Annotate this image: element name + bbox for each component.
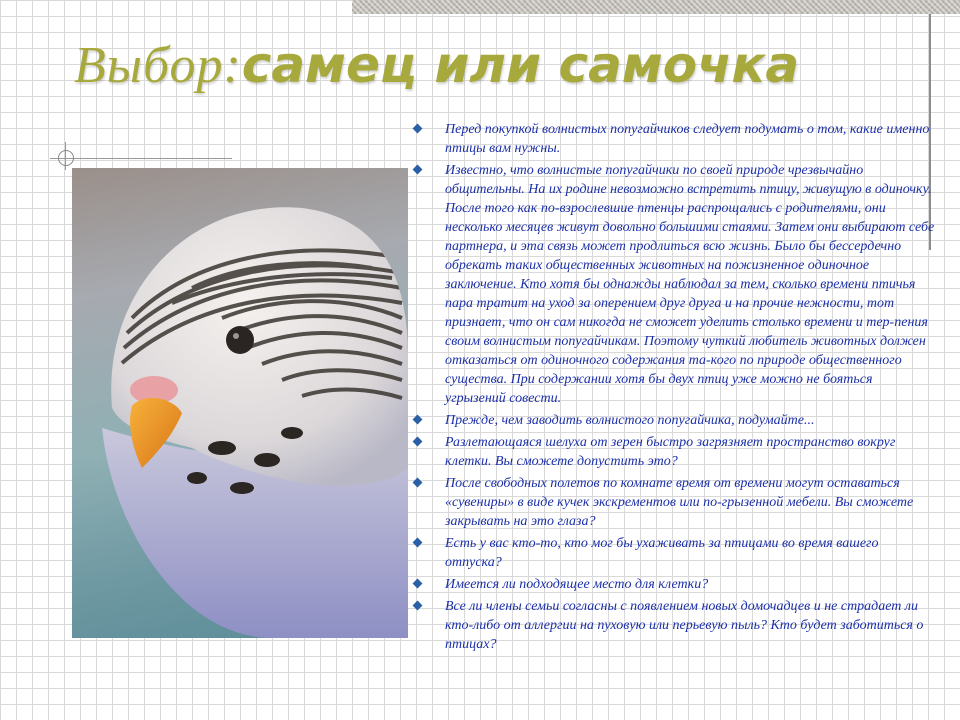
title-part2: самец или самочка	[241, 36, 800, 94]
bullet-text: Перед покупкой волнистых попугайчиков следует подумать о том, какие именно птицы вам нужны.	[445, 122, 930, 156]
slide-title	[74, 36, 934, 106]
diamond-bullet-icon	[413, 437, 423, 447]
diamond-bullet-icon	[413, 579, 423, 589]
diamond-bullet-icon	[413, 478, 423, 488]
diamond-bullet-icon	[413, 415, 423, 425]
bullet-text: Прежде, чем заводить волнистого попугайчика, подумайте...	[445, 413, 815, 428]
bullet-text: Есть у вас кто-то, кто мог бы ухаживать за птицами во время вашего отпуска?	[445, 536, 879, 570]
diamond-bullet-icon	[413, 165, 423, 175]
list-item	[410, 534, 935, 572]
diamond-bullet-icon	[413, 124, 423, 134]
bullet-text: После свободных полетов по комнате время от времени могут оставаться «сувениры» в виде кучек экскрементов или по-грызенной мебели. Вы сможете закрывать на это глаза?	[445, 476, 914, 529]
ornament-line	[50, 158, 232, 159]
bullet-text: Все ли члены семьи согласны с появлением новых домочадцев и не страдает ли кто-либо от аллергии на пуховую или перьевую пыль? Кто будет заботиться о птицах?	[445, 599, 924, 652]
list-item	[410, 120, 935, 158]
list-item	[410, 161, 935, 408]
decorative-texture-strip	[352, 0, 960, 14]
list-item	[410, 411, 935, 430]
list-item	[410, 575, 935, 594]
ornament-circle-icon	[58, 150, 74, 166]
list-item	[410, 474, 935, 531]
bullet-text: Известно, что волнистые попугайчики по своей природе чрезвычайно общительны. На их родине невозможно встретить птицу, живущую в одиночку. После того как по-взрослевшие птенцы распрощались с родителями, они несколько месяцев живут довольно большими стаями. Затем они выбирают себе партнера, и эта связь может продлиться всю жизнь. Было бы бессердечно обрекать таких общественных животных на пожизненное одиночное заключение. Кто хотя бы однажды наблюдал за тем, сколько времени птичья пара тратит на уход за оперением друг друга и на прочие нежности, тот признает, что он сам никогда не сможет уделить столько времени и тер-пения своим волнистым попугайчикам. Поэтому чуткий любитель животных должен отказаться от одиночного содержания та-кого по природе общественного существа. При содержании хотя бы двух птиц уже можно не бояться угрызений совести.	[445, 163, 935, 406]
diamond-bullet-icon	[413, 601, 423, 611]
bullet-text: Имеется ли подходящее место для клетки?	[445, 577, 709, 592]
budgerigar-photo	[72, 168, 408, 638]
list-item	[410, 597, 935, 654]
budgerigar-illustration	[72, 168, 408, 638]
bullet-text: Разлетающаяся шелуха от зерен быстро загрязняет пространство вокруг клетки. Вы сможете допустить это?	[445, 435, 896, 469]
title-part1: Выбор:	[74, 37, 242, 94]
diamond-bullet-icon	[413, 538, 423, 548]
bullet-list	[410, 120, 935, 657]
list-item	[410, 433, 935, 471]
